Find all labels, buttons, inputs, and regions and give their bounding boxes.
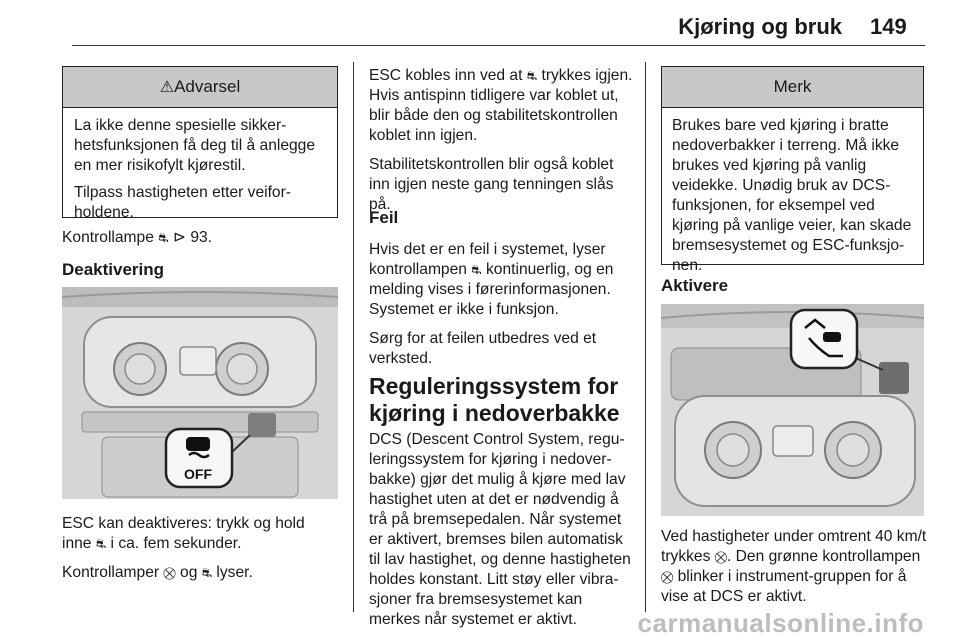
page-ref-arrow-icon: ⊳: [172, 229, 187, 246]
warning-title: Advarsel: [174, 77, 241, 96]
warning-text-2: Tilpass hastigheten etter veifor-holdene.: [74, 184, 291, 221]
esc-button-icon: ⛐: [526, 69, 538, 83]
page-number: 149: [870, 14, 907, 39]
dcs-button-icon: ⛒: [714, 550, 727, 564]
activate-paragraph: Ved hastigheter under omtrent 40 km/t trykkes ⛒. Den grønne kontrollampen ⛒ blinker i instrument-gruppen for å vise at DCS er aktivt.: [661, 528, 927, 605]
esc-button-figure: [62, 287, 338, 499]
column-divider-2: [645, 62, 646, 612]
fault-heading: Feil: [369, 208, 399, 227]
deactivation-heading: Deaktivering: [62, 260, 165, 279]
note-box-body: [662, 108, 923, 291]
warning-text-1: La ikke denne spesielle sikker-hetsfunksjonen få deg til å anlegge en mer risikofylt kjørestil.: [74, 117, 316, 174]
warning-box-body: [63, 108, 337, 238]
traction-off-icon: ⛒: [163, 566, 176, 580]
esc-button-icon: ⛐: [95, 537, 107, 551]
dcs-section-heading: Reguleringssystem for kjøring i nedoverbakke: [369, 373, 620, 426]
page-header-title: Kjøring og bruk: [678, 14, 842, 39]
activate-text: [661, 527, 931, 616]
esc-lamp-icon: ⛐: [158, 231, 169, 245]
warning-box-header: [63, 67, 337, 108]
fault-paragraph-2: Sørg for at feilen utbedres ved et verksted.: [369, 330, 597, 367]
fault-paragraph-1: Hvis det er en feil i systemet, lyser kontrollampen ⛐ kontinuerlig, og en melding vises i førerinformasjonen. Systemet er ikke i funksjon.: [369, 241, 614, 318]
esc-lamp-icon: ⛐: [471, 263, 482, 277]
watermark: carmanualsonline.info: [637, 608, 924, 638]
esc-off-label: OFF: [184, 466, 212, 482]
note-box-header: Merk: [662, 67, 923, 108]
dcs-lamp-icon: ⛒: [661, 570, 674, 584]
header-rule: [72, 45, 925, 46]
activate-heading: Aktivere: [661, 276, 729, 295]
dcs-description: [369, 430, 637, 639]
deactivation-text: [62, 514, 338, 592]
fault-text: [369, 240, 635, 378]
warning-box: [62, 66, 338, 221]
control-lamp-page-ref: 93.: [190, 229, 213, 246]
column-2-text: [369, 66, 635, 224]
note-text: Brukes bare ved kjøring i bratte nedoverbakker i terreng. Må ikke brukes ved kjøring på vanlig veidekke. Unødig bruk av DCS-funksjonen, for eksempel ved kjøring på vanlige veier, kan skade bremsesystemet og ESC-funksjo-nen.: [672, 117, 912, 274]
dcs-paragraph: DCS (Descent Control System, regu-leringssystem for kjøring i nedover-bakke) gjør det mulig å kjøre med lav hastighet uten at det er nødvendig å trå på bremsepedalen. Når systemet er aktivert, bremses bilen automatisk til lav hastighet, og denne hastigheten holdes konstant. Litt støy eller vibra-sjoner fra bremsesystemet kan merkes når systemet er aktivt.: [369, 431, 631, 628]
deactivation-paragraph-1: ESC kan deaktiveres: trykk og hold inne ⛐ i ca. fem sekunder.: [62, 515, 305, 552]
note-box: [661, 66, 924, 274]
esc-off-lamp-icon: ⛐: [201, 566, 213, 580]
dcs-button-figure: [661, 304, 924, 516]
control-lamp-label: Kontrollampe: [62, 229, 154, 246]
reactivation-paragraph: ESC kobles inn ved at ⛐ trykkes igjen. Hvis antispinn tidligere var koblet ut, blir både den og stabilitetskontrollen koblet inn igjen.: [369, 67, 633, 144]
column-divider-1: [353, 62, 354, 612]
warning-triangle-icon: ⚠: [159, 79, 175, 96]
deactivation-paragraph-2: Kontrollamper ⛒ og ⛐ lyser.: [62, 564, 253, 581]
ignition-paragraph: Stabilitetskontrollen blir også koblet inn igjen neste gang tenningen slås på.: [369, 156, 614, 213]
control-lamp-reference: [62, 228, 342, 248]
